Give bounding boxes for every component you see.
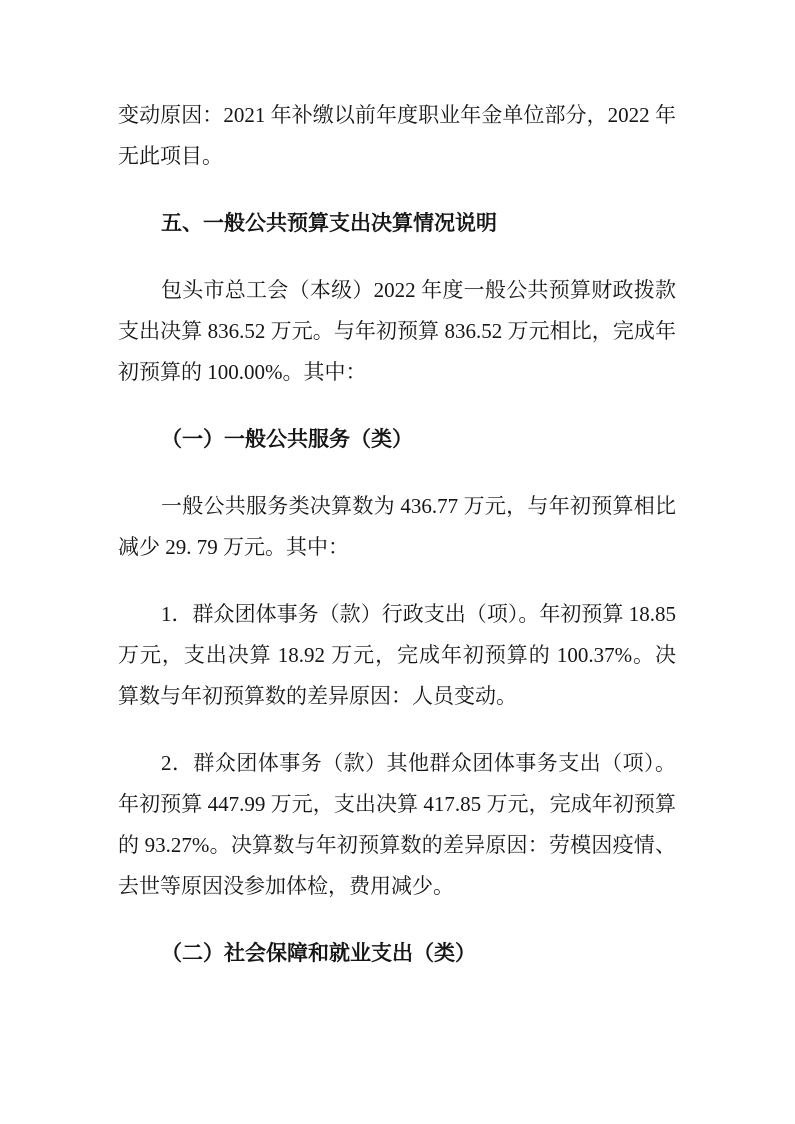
paragraph-budget-expenditure-summary: 包头市总工会（本级）2022 年度一般公共预算财政拨款支出决算 836.52 万元。与年初预算 836.52 万元相比，完成年初预算的 100.00%。其中： xyxy=(118,278,676,384)
document-content xyxy=(118,95,676,1000)
paragraph-item-1-administrative-expenditure: 1．群众团体事务（款）行政支出（项）。年初预算 18.85 万元，支出决算 18.92 万元，完成年初预算的 100.37%。决算数与年初预算数的差异原因：人员变动。 xyxy=(118,602,676,708)
heading-subsection-1-general-public-service: （一）一般公共服务（类） xyxy=(161,427,413,451)
paragraph-general-public-service-detail: 一般公共服务类决算数为 436.77 万元，与年初预算相比减少 29. 79 万元。其中： xyxy=(118,494,676,559)
paragraph-item-2-other-mass-organization-expenditure: 2．群众团体事务（款）其他群众团体事务支出（项）。年初预算 447.99 万元，支出决算 417.85 万元，完成年初预算的 93.27%。决算数与年初预算数的差异原因：劳模因疫情、去世等原因没参加体检，费用减少。 xyxy=(118,751,676,898)
heading-subsection-2-social-security-employment: （二）社会保障和就业支出（类） xyxy=(161,941,476,965)
paragraph-change-reason: 变动原因：2021 年补缴以前年度职业年金单位部分，2022 年无此项目。 xyxy=(118,103,676,168)
heading-section-5: 五、一般公共预算支出决算情况说明 xyxy=(161,212,497,235)
